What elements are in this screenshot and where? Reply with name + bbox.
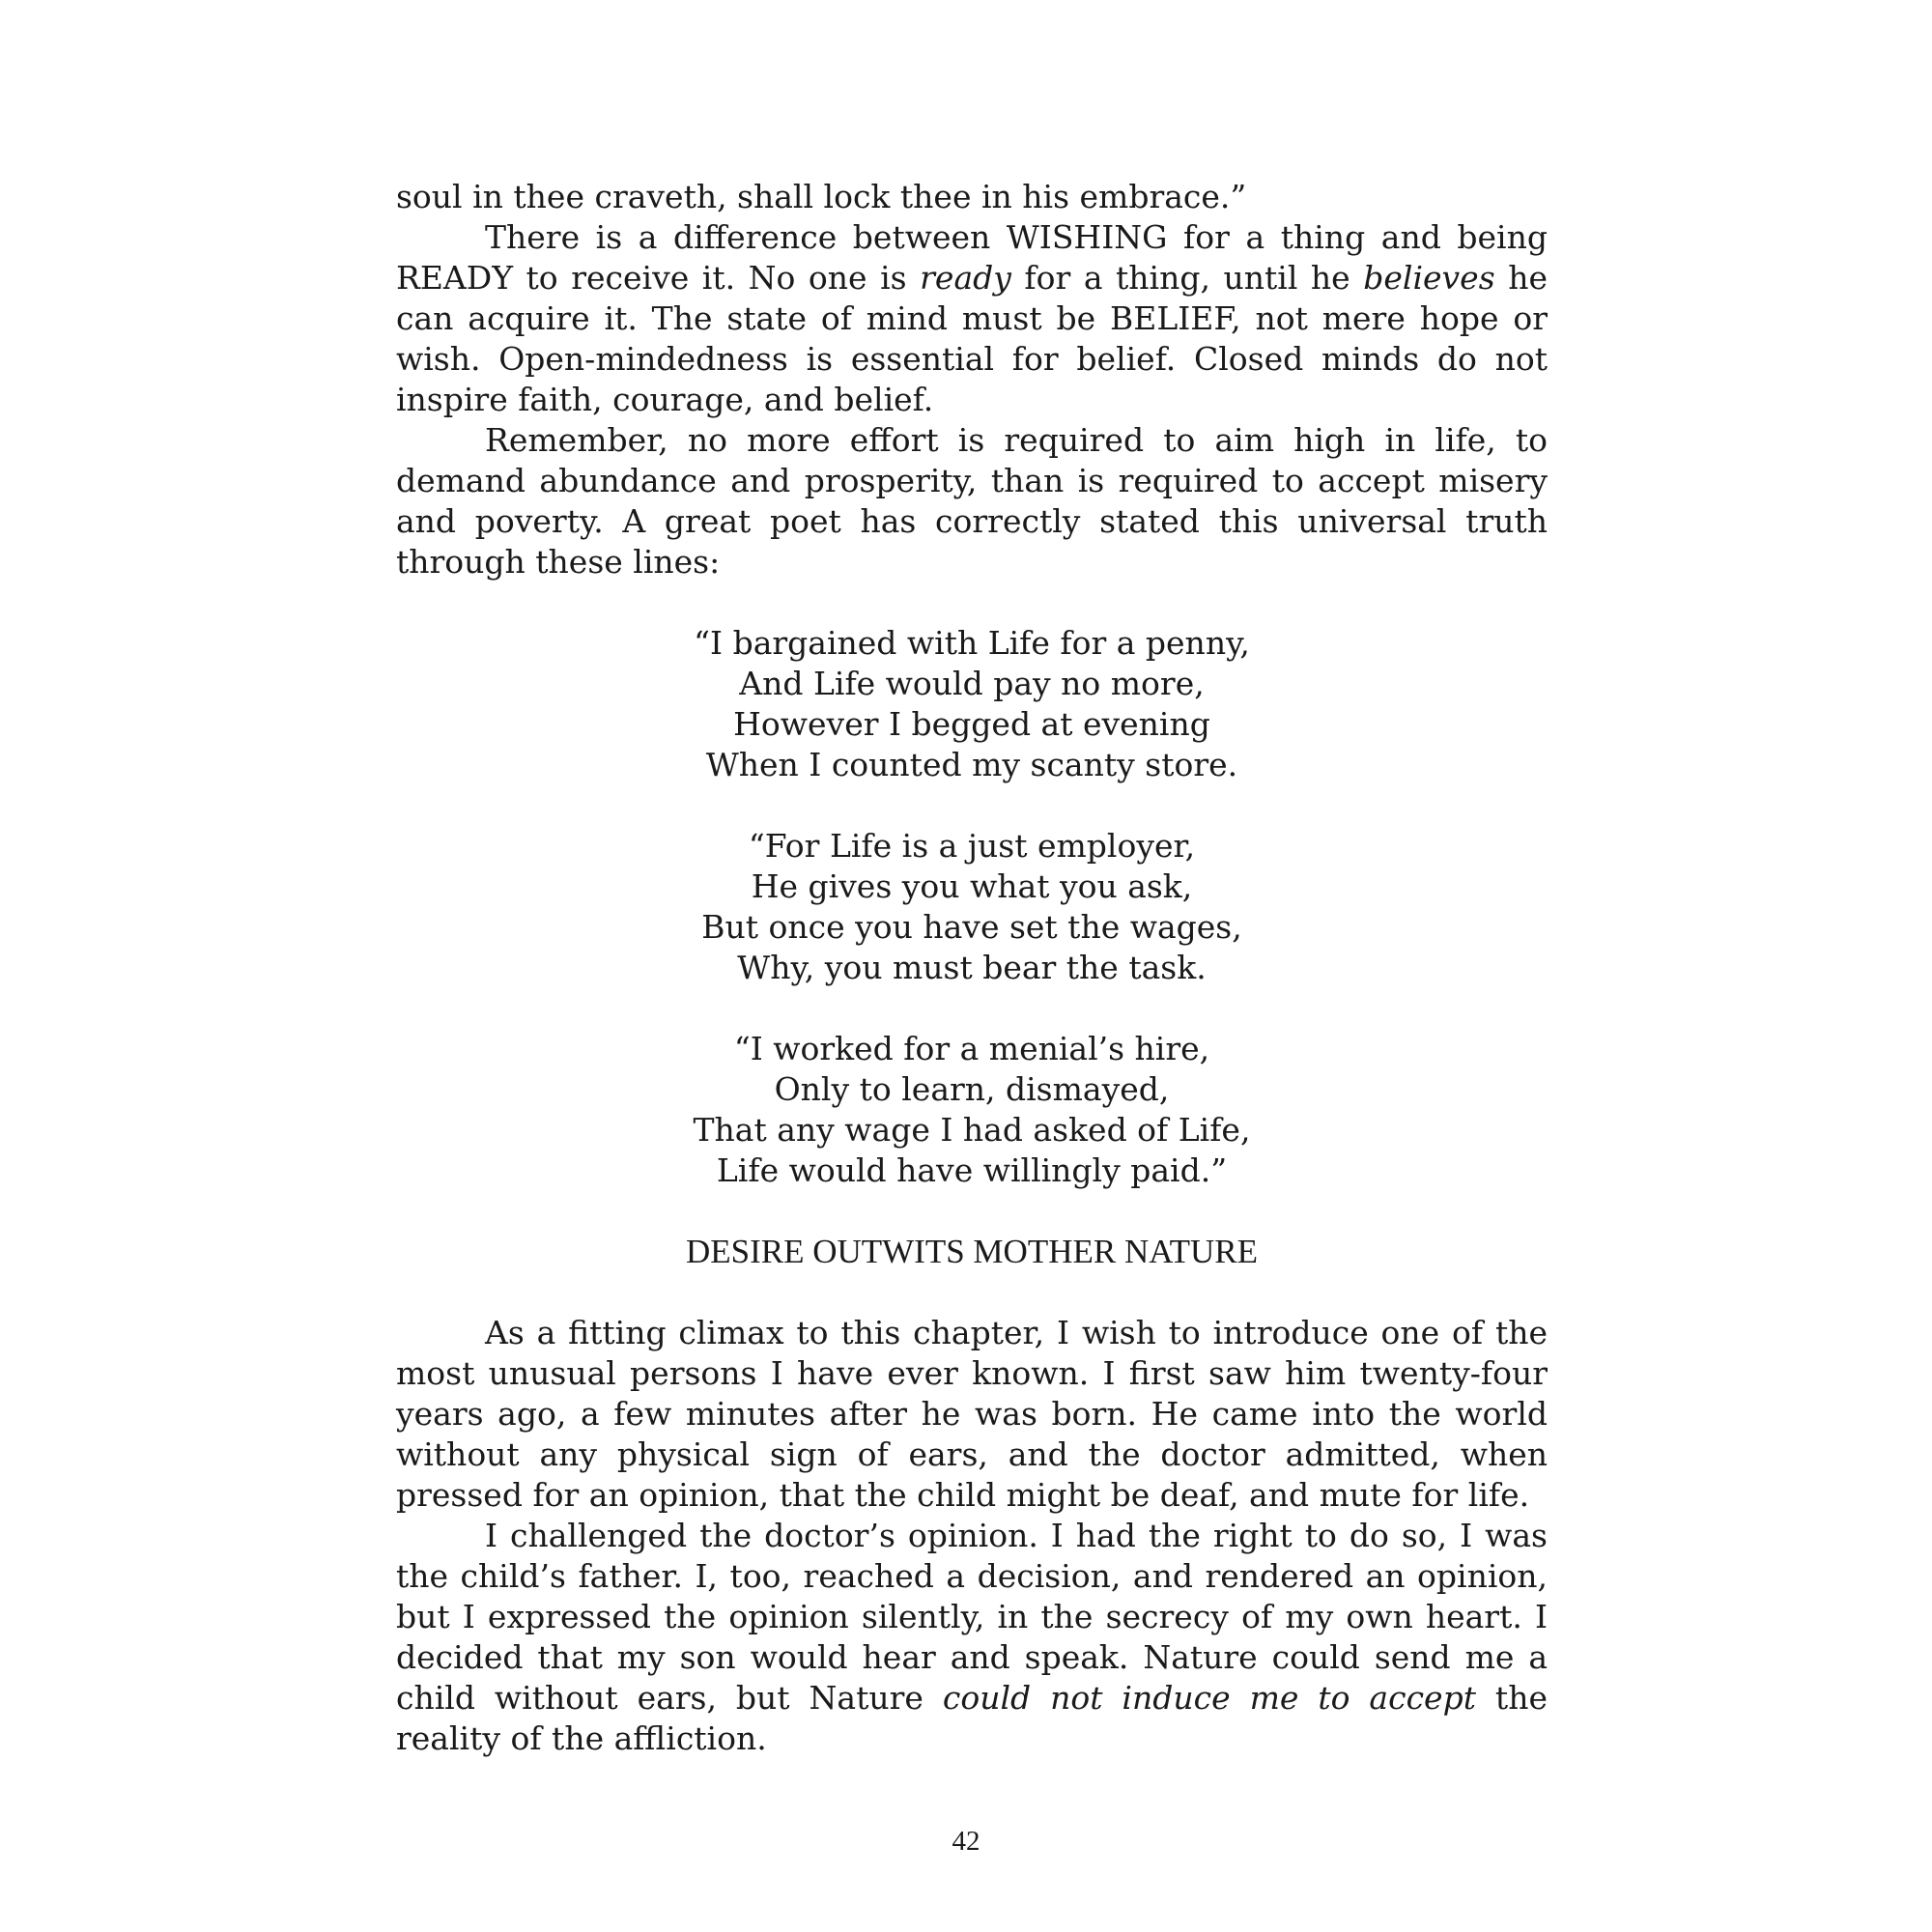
poem-line: “For Life is a just employer, [748,827,1196,865]
poem [396,623,1548,1191]
poem-line: He gives you what you ask, [751,867,1193,905]
poem-line: “I bargained with Life for a penny, [694,624,1250,662]
page-number: 42 [952,1826,980,1857]
poem-line: When I counted my scanty store. [705,746,1238,783]
paragraph-wishing-vs-ready [396,217,1548,420]
paragraph-remember: Remember, no more effort is required to aim high in life, to demand abundance and prosperity, than is required to accept misery and poverty. A great poet has correctly stated this universal truth through these lines: [396,421,1548,581]
text-run: I challenged the doctor’s opinion. I had the right to do so, I was the child’s father. I, too, reached a decision, and rendered an opinion, but I expressed the opinion silently, in the secrecy of my own heart. I decided that my son would hear and speak. Nature could send me a child without ears, but Nature [396,1517,1548,1717]
poem-line: Life would have willingly paid.” [716,1151,1228,1189]
poem-line: Why, you must bear the task. [737,949,1207,986]
paragraph-continuation: soul in thee craveth, shall lock thee in his embrace.” [396,178,1247,215]
italic-believes: believes [1363,259,1495,297]
poem-stanza-2 [396,826,1548,988]
paragraph-challenged-doctor [396,1516,1548,1759]
text-run: There is a difference between WISHING for a thing and being READY to receive it. No one is [396,218,1548,297]
poem-stanza-1 [396,623,1548,785]
poem-line: But once you have set the wages, [701,908,1242,946]
italic-could-not-induce: could not induce me to accept [942,1679,1476,1717]
poem-line: That any wage I had asked of Life, [693,1111,1251,1149]
poem-line: However I begged at evening [733,705,1210,743]
page-body [396,177,1548,1759]
italic-ready: ready [920,259,1011,297]
section-heading: DESIRE OUTWITS MOTHER NATURE [685,1233,1259,1270]
paragraph-fitting-climax: As a fitting climax to this chapter, I wish to introduce one of the most unusual persons I have ever known. I first saw him twenty-four years ago, a few minutes after he was born. He came into the world without any physical sign of ears, and the doctor admitted, when pressed for an opinion, that the child might be deaf, and mute for life. [396,1314,1548,1514]
poem-line: Only to learn, dismayed, [774,1070,1170,1108]
poem-stanza-3 [396,1029,1548,1191]
text-run: for a thing, until he [1010,259,1364,297]
poem-line: And Life would pay no more, [739,665,1205,702]
poem-line: “I worked for a menial’s hire, [733,1030,1210,1067]
text-run: he can acquire it. The state of mind must be BELIEF, not mere hope or wish. Open-mindedness is essential for belief. Closed minds do not inspire faith, courage, and belief. [396,259,1548,418]
text-run: the reality of the affliction. [396,1679,1548,1757]
